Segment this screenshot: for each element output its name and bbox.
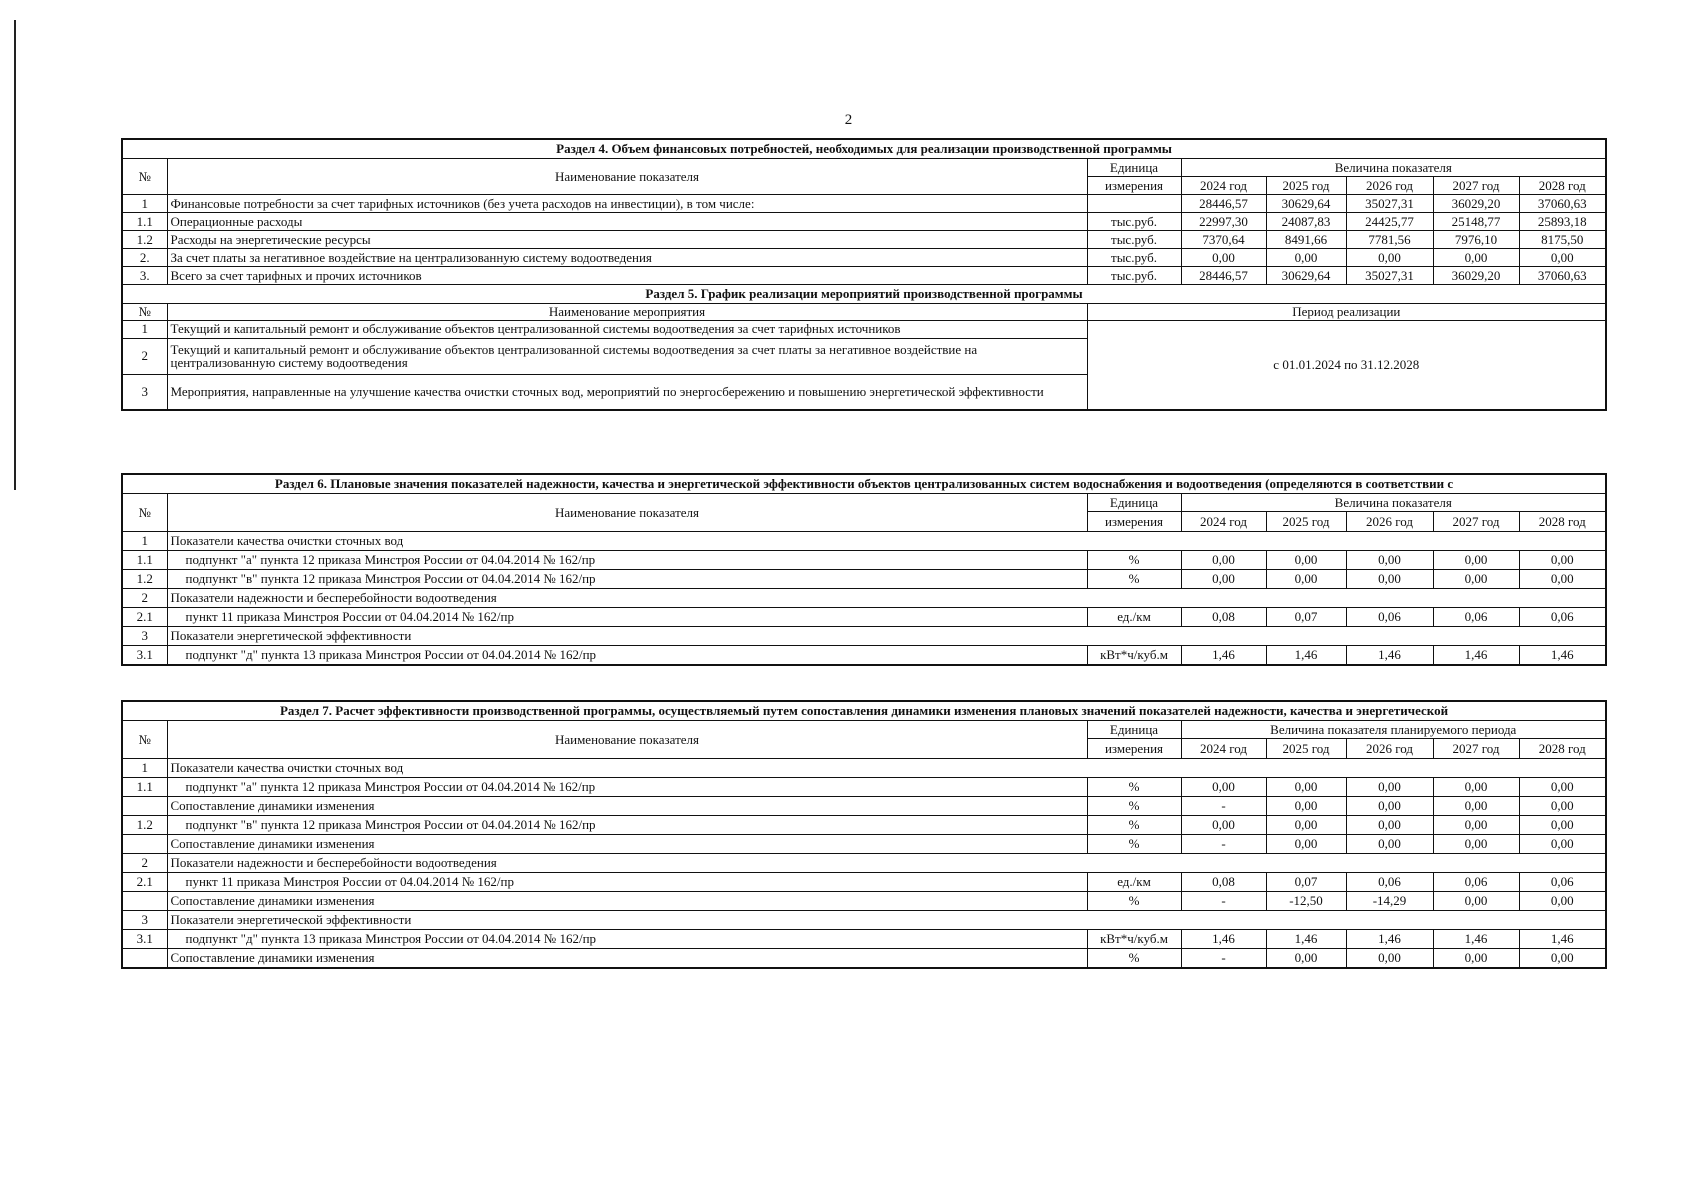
header-year: 2024 год	[1181, 739, 1266, 759]
row-value: 0,00	[1266, 551, 1346, 570]
table-row	[122, 320, 1606, 338]
section-6-title-row	[122, 474, 1606, 494]
row-number: 2.1	[122, 608, 167, 627]
row-value: 1,46	[1266, 646, 1346, 665]
row-value: 0,00	[1433, 570, 1519, 589]
header-year: 2025 год	[1266, 512, 1346, 532]
row-number: 3.1	[122, 930, 167, 949]
row-name: подпункт "а" пункта 12 приказа Минстроя России от 04.04.2014 № 162/пр	[167, 778, 1087, 797]
row-number: 3.	[122, 267, 167, 285]
row-number: 1	[122, 320, 167, 338]
header-year: 2025 год	[1266, 177, 1346, 195]
row-name: Текущий и капитальный ремонт и обслуживание объектов централизованной системы водоотведения за счет тарифных источников	[167, 320, 1087, 338]
row-value: 0,07	[1266, 608, 1346, 627]
row-unit: %	[1087, 551, 1181, 570]
header-unit-line2: измерения	[1087, 177, 1181, 195]
table-row	[122, 797, 1606, 816]
header-year: 2024 год	[1181, 177, 1266, 195]
header-unit-line2: измерения	[1087, 512, 1181, 532]
row-value: 0,00	[1433, 778, 1519, 797]
section-title: Раздел 5. График реализации мероприятий производственной программы	[122, 285, 1606, 304]
table-row	[122, 570, 1606, 589]
table-row	[122, 551, 1606, 570]
row-value: 1,46	[1346, 646, 1433, 665]
row-value: 1,46	[1181, 646, 1266, 665]
row-name: подпункт "д" пункта 13 приказа Минстроя России от 04.04.2014 № 162/пр	[167, 930, 1087, 949]
row-value: 0,00	[1519, 797, 1606, 816]
row-value: 0,00	[1433, 949, 1519, 968]
row-value: 24087,83	[1266, 213, 1346, 231]
row-value: 0,00	[1433, 892, 1519, 911]
row-number: 1	[122, 195, 167, 213]
header-value: Величина показателя	[1181, 494, 1606, 512]
row-value: 1,46	[1181, 930, 1266, 949]
row-value: -12,50	[1266, 892, 1346, 911]
row-value: 0,00	[1181, 778, 1266, 797]
table-row	[122, 816, 1606, 835]
row-unit: %	[1087, 816, 1181, 835]
table-section-7	[121, 700, 1607, 969]
row-value: 30629,64	[1266, 267, 1346, 285]
header-activity-name: Наименование мероприятия	[167, 304, 1087, 321]
table-row	[122, 835, 1606, 854]
header-no: №	[122, 304, 167, 321]
row-number: 3.1	[122, 646, 167, 665]
row-number	[122, 797, 167, 816]
table-row	[122, 267, 1606, 285]
row-name: Мероприятия, направленные на улучшение качества очистки сточных вод, мероприятий по энергосбережению и повышению энергетической эффективности	[167, 374, 1087, 410]
row-value: 0,00	[1433, 835, 1519, 854]
row-value: 37060,63	[1519, 267, 1606, 285]
table-row	[122, 249, 1606, 267]
row-name: Всего за счет тарифных и прочих источников	[167, 267, 1087, 285]
table-row	[122, 213, 1606, 231]
table-section-6	[121, 473, 1607, 666]
header-row	[122, 159, 1606, 177]
header-year: 2028 год	[1519, 177, 1606, 195]
table-row	[122, 778, 1606, 797]
row-value: 0,00	[1346, 835, 1433, 854]
header-year: 2027 год	[1433, 177, 1519, 195]
row-value: 0,06	[1433, 873, 1519, 892]
table-row	[122, 608, 1606, 627]
row-value: 0,00	[1346, 570, 1433, 589]
row-unit: тыс.руб.	[1087, 249, 1181, 267]
row-name: Сопоставление динамики изменения	[167, 892, 1087, 911]
row-value: 0,00	[1181, 551, 1266, 570]
header-year: 2024 год	[1181, 512, 1266, 532]
row-value: 0,06	[1433, 608, 1519, 627]
row-unit: ед./км	[1087, 873, 1181, 892]
header-no: №	[122, 159, 167, 195]
row-value: 0,06	[1346, 608, 1433, 627]
section-5-title-row	[122, 285, 1606, 304]
row-name: За счет платы за негативное воздействие на централизованную систему водоотведения	[167, 249, 1087, 267]
margin-line	[14, 20, 16, 490]
row-value: 0,00	[1181, 570, 1266, 589]
row-number: 1	[122, 532, 167, 551]
row-value: 28446,57	[1181, 267, 1266, 285]
row-value: 1,46	[1346, 930, 1433, 949]
row-value: 0,00	[1519, 949, 1606, 968]
table-row	[122, 589, 1606, 608]
row-number	[122, 835, 167, 854]
row-unit: тыс.руб.	[1087, 231, 1181, 249]
table-row	[122, 873, 1606, 892]
row-unit: кВт*ч/куб.м	[1087, 930, 1181, 949]
header-no: №	[122, 721, 167, 759]
header-unit-line2: измерения	[1087, 739, 1181, 759]
header-year: 2028 год	[1519, 512, 1606, 532]
table-row	[122, 646, 1606, 665]
period-value: с 01.01.2024 по 31.12.2028	[1087, 320, 1606, 410]
header-value: Величина показателя планируемого периода	[1181, 721, 1606, 739]
row-group-name: Показатели качества очистки сточных вод	[167, 759, 1606, 778]
row-number: 1.2	[122, 231, 167, 249]
header-row	[122, 721, 1606, 739]
header-indicator-name: Наименование показателя	[167, 721, 1087, 759]
row-group-name: Показатели энергетической эффективности	[167, 911, 1606, 930]
header-unit-line1: Единица	[1087, 494, 1181, 512]
row-value: 0,00	[1181, 816, 1266, 835]
row-number: 1.2	[122, 816, 167, 835]
row-value: 0,00	[1346, 816, 1433, 835]
row-name: пункт 11 приказа Минстроя России от 04.04.2014 № 162/пр	[167, 873, 1087, 892]
header-row	[122, 494, 1606, 512]
table-row	[122, 231, 1606, 249]
row-unit: %	[1087, 797, 1181, 816]
row-value: -	[1181, 835, 1266, 854]
header-no: №	[122, 494, 167, 532]
row-unit: ед./км	[1087, 608, 1181, 627]
row-value: -	[1181, 949, 1266, 968]
row-value: 30629,64	[1266, 195, 1346, 213]
row-number: 3	[122, 627, 167, 646]
row-name: подпункт "в" пункта 12 приказа Минстроя России от 04.04.2014 № 162/пр	[167, 816, 1087, 835]
section-4-title-row	[122, 139, 1606, 159]
row-number: 2	[122, 589, 167, 608]
table-row	[122, 911, 1606, 930]
row-value: 0,00	[1519, 551, 1606, 570]
row-number: 1.1	[122, 213, 167, 231]
row-unit: %	[1087, 949, 1181, 968]
table-row	[122, 892, 1606, 911]
row-number: 2.1	[122, 873, 167, 892]
row-value: 0,07	[1266, 873, 1346, 892]
row-value: 0,00	[1519, 816, 1606, 835]
row-value: 0,06	[1519, 608, 1606, 627]
row-unit: тыс.руб.	[1087, 267, 1181, 285]
header-year: 2025 год	[1266, 739, 1346, 759]
row-group-name: Показатели энергетической эффективности	[167, 627, 1606, 646]
row-name: Расходы на энергетические ресурсы	[167, 231, 1087, 249]
row-value: -	[1181, 797, 1266, 816]
row-value: 0,00	[1519, 249, 1606, 267]
row-unit: тыс.руб.	[1087, 213, 1181, 231]
row-name: Сопоставление динамики изменения	[167, 797, 1087, 816]
header-year: 2027 год	[1433, 739, 1519, 759]
table-row	[122, 854, 1606, 873]
table-row	[122, 532, 1606, 551]
row-value: 1,46	[1519, 930, 1606, 949]
header-unit-line1: Единица	[1087, 159, 1181, 177]
row-value: 7976,10	[1433, 231, 1519, 249]
row-value: 0,00	[1519, 835, 1606, 854]
row-name: Сопоставление динамики изменения	[167, 949, 1087, 968]
row-value: 36029,20	[1433, 267, 1519, 285]
row-value: 0,00	[1266, 949, 1346, 968]
header-year: 2026 год	[1346, 177, 1433, 195]
row-value: 0,00	[1346, 797, 1433, 816]
row-value: 1,46	[1433, 930, 1519, 949]
row-value: 35027,31	[1346, 267, 1433, 285]
row-unit: %	[1087, 835, 1181, 854]
header-value: Величина показателя	[1181, 159, 1606, 177]
row-number: 1.1	[122, 551, 167, 570]
section-title: Раздел 4. Объем финансовых потребностей, необходимых для реализации производственной программы	[122, 139, 1606, 159]
row-value: 1,46	[1519, 646, 1606, 665]
row-unit	[1087, 195, 1181, 213]
row-number: 1	[122, 759, 167, 778]
row-group-name: Показатели качества очистки сточных вод	[167, 532, 1606, 551]
table-row	[122, 949, 1606, 968]
row-value: 0,00	[1519, 570, 1606, 589]
row-number: 2.	[122, 249, 167, 267]
header-year: 2026 год	[1346, 512, 1433, 532]
table-row	[122, 627, 1606, 646]
row-value: 0,00	[1433, 249, 1519, 267]
row-name: Финансовые потребности за счет тарифных источников (без учета расходов на инвестиции), в том числе:	[167, 195, 1087, 213]
section-title: Раздел 7. Расчет эффективности производственной программы, осуществляемый путем сопоставления динамики изменения плановых значений показателей надежности, качества и энергетической	[122, 701, 1606, 721]
row-group-name: Показатели надежности и бесперебойности водоотведения	[167, 589, 1606, 608]
row-name: пункт 11 приказа Минстроя России от 04.04.2014 № 162/пр	[167, 608, 1087, 627]
row-value: -	[1181, 892, 1266, 911]
row-value: 0,00	[1181, 249, 1266, 267]
row-value: 0,00	[1266, 249, 1346, 267]
row-number: 1.1	[122, 778, 167, 797]
row-name: Сопоставление динамики изменения	[167, 835, 1087, 854]
section-7-title-row	[122, 701, 1606, 721]
row-value: 0,00	[1346, 778, 1433, 797]
header-year: 2028 год	[1519, 739, 1606, 759]
row-name: подпункт "в" пункта 12 приказа Минстроя России от 04.04.2014 № 162/пр	[167, 570, 1087, 589]
row-number: 2	[122, 338, 167, 374]
row-value: 0,00	[1266, 835, 1346, 854]
section-title: Раздел 6. Плановые значения показателей надежности, качества и энергетической эффективности объектов централизованных систем водоснабжения и водоотведения (определяются в соответствии с	[122, 474, 1606, 494]
table-row	[122, 930, 1606, 949]
row-value: 0,06	[1346, 873, 1433, 892]
table-row	[122, 759, 1606, 778]
row-value: 35027,31	[1346, 195, 1433, 213]
row-value: 1,46	[1266, 930, 1346, 949]
row-value: 25148,77	[1433, 213, 1519, 231]
row-value: 0,08	[1181, 873, 1266, 892]
row-number: 3	[122, 911, 167, 930]
row-unit: %	[1087, 892, 1181, 911]
row-value: 8175,50	[1519, 231, 1606, 249]
row-number	[122, 892, 167, 911]
row-value: 7781,56	[1346, 231, 1433, 249]
header-unit-line1: Единица	[1087, 721, 1181, 739]
row-value: 0,00	[1433, 551, 1519, 570]
row-value: 28446,57	[1181, 195, 1266, 213]
header-year: 2027 год	[1433, 512, 1519, 532]
row-value: 25893,18	[1519, 213, 1606, 231]
row-value: 0,08	[1181, 608, 1266, 627]
header-indicator-name: Наименование показателя	[167, 159, 1087, 195]
row-value: 0,00	[1519, 778, 1606, 797]
row-unit: кВт*ч/куб.м	[1087, 646, 1181, 665]
row-number	[122, 949, 167, 968]
row-value: 0,00	[1433, 816, 1519, 835]
page-number: 2	[844, 112, 853, 128]
row-value: 22997,30	[1181, 213, 1266, 231]
row-value: 0,00	[1519, 892, 1606, 911]
row-value: 0,00	[1266, 816, 1346, 835]
row-value: 0,00	[1346, 551, 1433, 570]
row-name: Текущий и капитальный ремонт и обслуживание объектов централизованной системы водоотведения за счет платы за негативное воздействие на централизованную систему водоотведения	[167, 338, 1087, 374]
row-value: 0,00	[1266, 570, 1346, 589]
row-group-name: Показатели надежности и бесперебойности водоотведения	[167, 854, 1606, 873]
row-value: 0,00	[1346, 949, 1433, 968]
table-section-4-5	[121, 138, 1607, 411]
row-name: Операционные расходы	[167, 213, 1087, 231]
row-value: 0,00	[1266, 778, 1346, 797]
row-value: 0,00	[1433, 797, 1519, 816]
row-value: 37060,63	[1519, 195, 1606, 213]
row-value: 1,46	[1433, 646, 1519, 665]
row-name: подпункт "д" пункта 13 приказа Минстроя России от 04.04.2014 № 162/пр	[167, 646, 1087, 665]
row-name: подпункт "а" пункта 12 приказа Минстроя России от 04.04.2014 № 162/пр	[167, 551, 1087, 570]
table-row	[122, 195, 1606, 213]
row-number: 2	[122, 854, 167, 873]
row-unit: %	[1087, 570, 1181, 589]
row-value: 24425,77	[1346, 213, 1433, 231]
row-number: 3	[122, 374, 167, 410]
row-value: -14,29	[1346, 892, 1433, 911]
row-value: 0,06	[1519, 873, 1606, 892]
row-value: 7370,64	[1181, 231, 1266, 249]
row-unit: %	[1087, 778, 1181, 797]
row-value: 36029,20	[1433, 195, 1519, 213]
header-indicator-name: Наименование показателя	[167, 494, 1087, 532]
header-row	[122, 304, 1606, 321]
row-value: 8491,66	[1266, 231, 1346, 249]
header-period: Период реализации	[1087, 304, 1606, 321]
row-value: 0,00	[1346, 249, 1433, 267]
row-number: 1.2	[122, 570, 167, 589]
row-value: 0,00	[1266, 797, 1346, 816]
header-year: 2026 год	[1346, 739, 1433, 759]
